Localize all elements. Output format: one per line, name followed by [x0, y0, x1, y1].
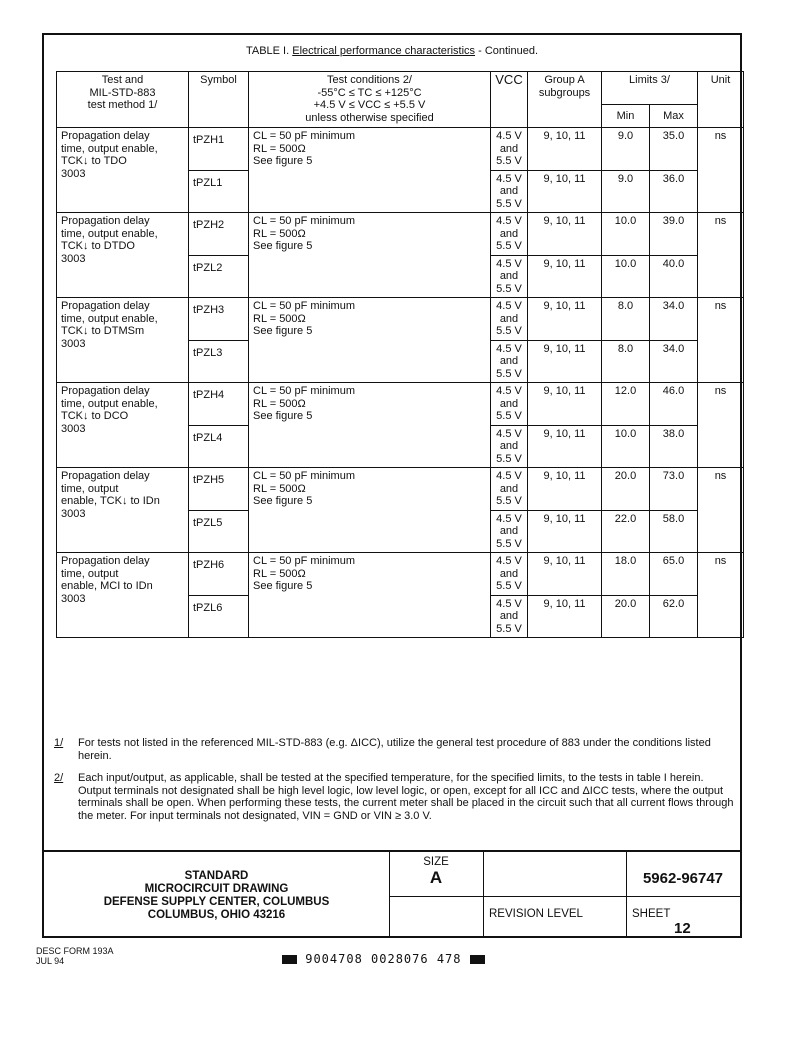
cell-line: 5.5 V — [496, 537, 522, 550]
cell-line: CL = 50 pF minimum — [253, 385, 355, 397]
cell-line: CL = 50 pF minimum — [253, 215, 355, 227]
table-title-prefix: TABLE I. — [245, 45, 290, 57]
cell-line: RL = 500Ω — [253, 227, 306, 240]
symbol-cell — [189, 170, 249, 213]
symbol-cell — [189, 213, 249, 256]
test-cell — [57, 468, 189, 553]
symbol-text: tPZL1 — [193, 176, 223, 189]
header-vcc: VCC — [491, 72, 528, 128]
header-test-line: Test and — [101, 74, 144, 86]
cell-line: 3003 — [61, 507, 86, 520]
cell-line: 3003 — [61, 252, 86, 265]
table-row — [57, 553, 744, 596]
symbol-text: tPZL5 — [193, 516, 223, 529]
form-number: DESC FORM 193A — [36, 946, 114, 956]
cell-line: 3003 — [61, 337, 86, 350]
table-row — [57, 298, 744, 341]
cell-line: 4.5 V — [496, 257, 522, 270]
cell-line: 5.5 V — [496, 240, 522, 252]
cell-line: enable, TCK↓ to IDn — [61, 495, 160, 507]
cell-line: enable, MCI to IDn — [61, 580, 153, 592]
cell-line: time, output — [61, 482, 119, 495]
cell-line: 4.5 V — [496, 172, 522, 185]
cell-line: and — [499, 227, 519, 240]
symbol-text: tPZH2 — [193, 219, 225, 231]
group-cell: 9, 10, 11 — [528, 468, 602, 511]
cell-line: Propagation delay — [61, 300, 150, 312]
symbol-cell — [189, 553, 249, 596]
cell-line: and — [499, 440, 519, 452]
cell-line: TCK↓ to TDO — [61, 155, 127, 167]
table-row — [57, 383, 744, 426]
cell-line: 4.5 V — [496, 130, 522, 142]
size-label: SIZE — [423, 856, 449, 868]
table-title-underlined: Electrical performance characteristics — [292, 45, 476, 57]
form-label — [36, 946, 114, 966]
symbol-cell — [189, 468, 249, 511]
form-date: JUL 94 — [36, 956, 65, 966]
max-cell: 35.0 — [650, 128, 698, 171]
notes — [44, 737, 734, 832]
min-cell: 8.0 — [602, 298, 650, 341]
cell-line: TCK↓ to DCO — [61, 410, 129, 422]
header-group — [528, 72, 602, 128]
group-cell: 9, 10, 11 — [528, 213, 602, 256]
note-1 — [54, 737, 734, 762]
cell-line: 5.5 V — [496, 410, 522, 422]
cell-line: and — [499, 142, 519, 155]
cell-line: See figure 5 — [253, 410, 313, 422]
title-block — [44, 850, 740, 938]
cell-line: See figure 5 — [253, 240, 313, 252]
header-cond-line: +4.5 V ≤ VCC ≤ +5.5 V — [313, 99, 426, 111]
cell-line: RL = 500Ω — [253, 567, 306, 580]
max-cell: 39.0 — [650, 213, 698, 256]
header-min: Min — [602, 105, 650, 128]
header-group-line: subgroups — [538, 86, 591, 99]
group-cell: 9, 10, 11 — [528, 170, 602, 213]
vcc-cell — [491, 553, 528, 596]
symbol-text: tPZL2 — [193, 261, 223, 274]
unit-cell: ns — [698, 383, 744, 468]
cell-line: RL = 500Ω — [253, 397, 306, 410]
symbol-text: tPZH6 — [193, 559, 225, 571]
unit-cell: ns — [698, 213, 744, 298]
cell-line: 4.5 V — [496, 342, 522, 355]
cell-line: Propagation delay — [61, 215, 150, 227]
symbol-text: tPZH3 — [193, 304, 225, 316]
symbol-cell — [189, 128, 249, 171]
group-cell: 9, 10, 11 — [528, 340, 602, 383]
min-cell: 20.0 — [602, 468, 650, 511]
barcode-text: 9004708 0028076 478 — [305, 952, 462, 966]
min-cell: 10.0 — [602, 213, 650, 256]
test-cell — [57, 383, 189, 468]
group-cell: 9, 10, 11 — [528, 383, 602, 426]
cell-line: See figure 5 — [253, 155, 313, 167]
cell-line: time, output enable, — [61, 312, 158, 325]
cell-line: and — [499, 610, 519, 622]
vcc-cell — [491, 595, 528, 638]
cell-line: 4.5 V — [496, 300, 522, 312]
min-cell: 22.0 — [602, 510, 650, 553]
cell-line: RL = 500Ω — [253, 312, 306, 325]
unit-cell: ns — [698, 553, 744, 638]
vcc-cell — [491, 128, 528, 171]
cell-line: 5.5 V — [496, 367, 522, 380]
header-cond-line: -55°C ≤ TC ≤ +125°C — [317, 86, 422, 99]
test-cell — [57, 553, 189, 638]
symbol-text: tPZL4 — [193, 431, 223, 444]
symbol-cell — [189, 383, 249, 426]
cell-line: 4.5 V — [496, 215, 522, 227]
cell-line: 4.5 V — [496, 385, 522, 397]
cell-line: and — [499, 482, 519, 495]
unit-cell: ns — [698, 298, 744, 383]
barcode — [282, 952, 485, 966]
unit-cell: ns — [698, 468, 744, 553]
conditions-cell — [249, 128, 491, 213]
symbol-cell — [189, 510, 249, 553]
symbol-cell — [189, 340, 249, 383]
cell-line: and — [499, 525, 519, 537]
max-cell: 36.0 — [650, 170, 698, 213]
cell-line: and — [499, 567, 519, 580]
standard-line: DEFENSE SUPPLY CENTER, COLUMBUS — [103, 896, 330, 908]
symbol-cell — [189, 255, 249, 298]
min-cell: 9.0 — [602, 128, 650, 171]
max-cell: 34.0 — [650, 340, 698, 383]
group-cell: 9, 10, 11 — [528, 255, 602, 298]
conditions-cell — [249, 298, 491, 383]
divider — [483, 852, 484, 938]
cell-line: 4.5 V — [496, 555, 522, 567]
barcode-block — [470, 955, 485, 964]
cell-line: Propagation delay — [61, 555, 150, 567]
max-cell: 62.0 — [650, 595, 698, 638]
symbol-text: tPZL6 — [193, 601, 223, 614]
note-marker: 2/ — [54, 772, 64, 784]
table-row — [57, 213, 744, 256]
header-max: Max — [650, 105, 698, 128]
header-group-line: Group A — [544, 74, 585, 86]
cell-line: See figure 5 — [253, 495, 313, 507]
min-cell: 10.0 — [602, 255, 650, 298]
symbol-cell — [189, 595, 249, 638]
cell-line: 5.5 V — [496, 197, 522, 210]
max-cell: 38.0 — [650, 425, 698, 468]
min-cell: 20.0 — [602, 595, 650, 638]
conditions-cell — [249, 553, 491, 638]
cell-line: 5.5 V — [496, 325, 522, 337]
cell-line: 5.5 V — [496, 452, 522, 465]
header-conditions — [249, 72, 491, 128]
cell-line: 5.5 V — [496, 622, 522, 635]
header-unit: Unit — [698, 72, 744, 128]
vcc-cell — [491, 468, 528, 511]
cell-line: time, output enable, — [61, 142, 158, 155]
cell-line: CL = 50 pF minimum — [253, 470, 355, 482]
cell-line: TCK↓ to DTMSm — [61, 325, 145, 337]
cell-line: time, output enable, — [61, 397, 158, 410]
cell-line: and — [499, 397, 519, 410]
cell-line: 4.5 V — [496, 470, 522, 482]
note-marker: 1/ — [54, 737, 64, 749]
cell-line: CL = 50 pF minimum — [253, 555, 355, 567]
cell-line: RL = 500Ω — [253, 142, 306, 155]
group-cell: 9, 10, 11 — [528, 553, 602, 596]
size-value: A — [429, 868, 443, 887]
size-cell — [389, 856, 483, 888]
drawing-number: 5962-96747 — [642, 870, 724, 887]
header-test-line: test method 1/ — [87, 99, 158, 111]
max-cell: 40.0 — [650, 255, 698, 298]
cell-line: TCK↓ to DTDO — [61, 240, 135, 252]
test-cell — [57, 213, 189, 298]
revision-label: REVISION LEVEL — [489, 908, 583, 920]
vcc-cell — [491, 510, 528, 553]
cell-line: and — [499, 270, 519, 282]
vcc-cell — [491, 425, 528, 468]
min-cell: 18.0 — [602, 553, 650, 596]
spec-table — [56, 71, 744, 638]
standard-block — [44, 852, 389, 938]
max-cell: 34.0 — [650, 298, 698, 341]
sheet-label: SHEET — [632, 908, 671, 920]
symbol-text: tPZH5 — [193, 474, 225, 486]
header-symbol: Symbol — [189, 72, 249, 128]
note-2 — [54, 772, 734, 822]
cell-line: 5.5 V — [496, 580, 522, 592]
cell-line: and — [499, 355, 519, 367]
cell-line: and — [499, 185, 519, 197]
vcc-cell — [491, 255, 528, 298]
table-row — [57, 468, 744, 511]
cell-line: CL = 50 pF minimum — [253, 130, 355, 142]
symbol-text: tPZL3 — [193, 346, 223, 359]
cell-line: 4.5 V — [496, 512, 522, 525]
min-cell: 9.0 — [602, 170, 650, 213]
header-test-line: MIL-STD-883 — [89, 86, 156, 99]
test-cell — [57, 128, 189, 213]
cell-line: 5.5 V — [496, 155, 522, 167]
group-cell: 9, 10, 11 — [528, 595, 602, 638]
group-cell: 9, 10, 11 — [528, 128, 602, 171]
cell-line: time, output — [61, 567, 119, 580]
max-cell: 58.0 — [650, 510, 698, 553]
symbol-cell — [189, 425, 249, 468]
conditions-cell — [249, 383, 491, 468]
divider — [389, 896, 740, 897]
conditions-cell — [249, 213, 491, 298]
cell-line: 3003 — [61, 167, 86, 180]
cell-line: 5.5 V — [496, 495, 522, 507]
min-cell: 8.0 — [602, 340, 650, 383]
divider — [626, 852, 627, 938]
min-cell: 10.0 — [602, 425, 650, 468]
standard-line: COLUMBUS, OHIO 43216 — [147, 909, 286, 921]
cell-line: time, output enable, — [61, 227, 158, 240]
header-test — [57, 72, 189, 128]
max-cell: 65.0 — [650, 553, 698, 596]
max-cell: 46.0 — [650, 383, 698, 426]
standard-line: MICROCIRCUIT DRAWING — [144, 883, 289, 895]
cell-line: 3003 — [61, 592, 86, 605]
table-row — [57, 128, 744, 171]
symbol-text: tPZH4 — [193, 389, 225, 401]
header-limits: Limits 3/ — [602, 72, 698, 105]
symbol-text: tPZH1 — [193, 134, 225, 146]
cell-line: 4.5 V — [496, 597, 522, 610]
vcc-cell — [491, 170, 528, 213]
conditions-cell — [249, 468, 491, 553]
symbol-cell — [189, 298, 249, 341]
vcc-cell — [491, 383, 528, 426]
cell-line: Propagation delay — [61, 470, 150, 482]
cell-line: See figure 5 — [253, 325, 313, 337]
unit-cell: ns — [698, 128, 744, 213]
group-cell: 9, 10, 11 — [528, 298, 602, 341]
header-cond-line: Test conditions 2/ — [327, 74, 412, 86]
cell-line: RL = 500Ω — [253, 482, 306, 495]
sheet-number: 12 — [674, 920, 691, 937]
group-cell: 9, 10, 11 — [528, 425, 602, 468]
vcc-cell — [491, 298, 528, 341]
standard-line: STANDARD — [184, 870, 249, 882]
document-frame — [42, 33, 742, 938]
barcode-block — [282, 955, 297, 964]
vcc-cell — [491, 340, 528, 383]
cell-line: See figure 5 — [253, 580, 313, 592]
cell-line: 4.5 V — [496, 427, 522, 440]
test-cell — [57, 298, 189, 383]
vcc-cell — [491, 213, 528, 256]
header-cond-line: unless otherwise specified — [305, 111, 434, 124]
cell-line: Propagation delay — [61, 130, 150, 142]
cell-line: 3003 — [61, 422, 86, 435]
cell-line: Propagation delay — [61, 385, 150, 397]
cell-line: 5.5 V — [496, 282, 522, 295]
min-cell: 12.0 — [602, 383, 650, 426]
table-title-suffix: - Continued. — [478, 45, 539, 57]
note-text: For tests not listed in the referenced MIL-STD-883 (e.g. ΔICC), utilize the general test procedure of 883 under the conditions listed herein. — [78, 737, 711, 762]
max-cell: 73.0 — [650, 468, 698, 511]
cell-line: and — [499, 312, 519, 325]
table-title — [44, 45, 740, 57]
cell-line: CL = 50 pF minimum — [253, 300, 355, 312]
note-text: Each input/output, as applicable, shall be tested at the specified temperature, for the specified limits, to the tests in table I herein. Output terminals not designated shall be high level logic, low level logic, or open, except for all ICC and ΔICC tests, where the output terminals shall be open. When performing these tests, the current meter shall be placed in the circuit such that all current flows through the meter. For input terminals not designated, VIN = GND or VIN ≥ 3.0 V. — [78, 772, 734, 822]
group-cell: 9, 10, 11 — [528, 510, 602, 553]
